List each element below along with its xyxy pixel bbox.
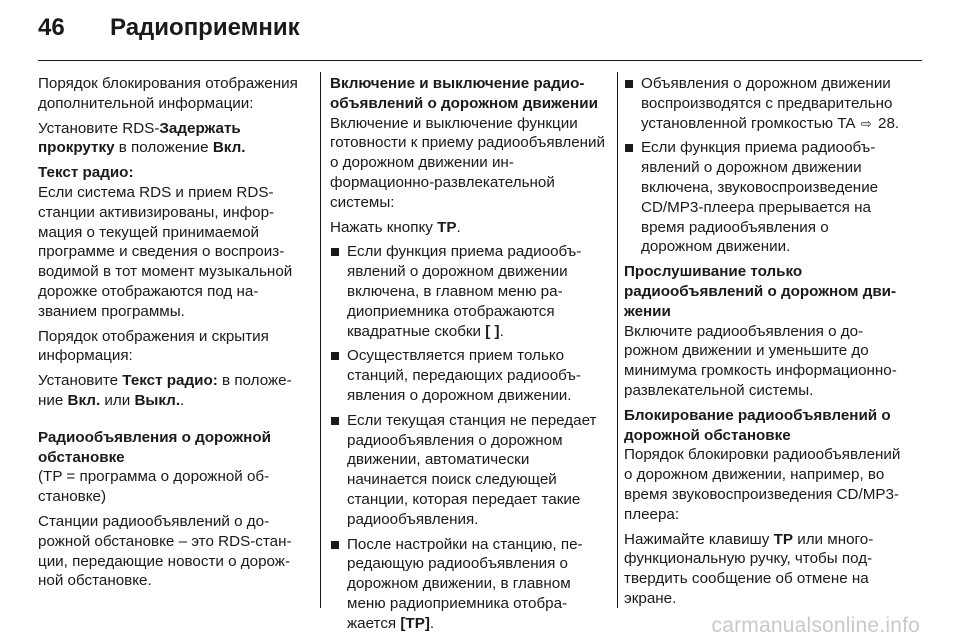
bullet-list bbox=[330, 242, 606, 633]
paragraph: (TP = программа о дорожной обстановке) bbox=[38, 468, 270, 506]
paragraph: Порядок блокирования отображения дополнительной информации: bbox=[38, 75, 298, 112]
header-rule bbox=[38, 60, 922, 61]
list-item: Если функция приема радиообъявлений о дорожном движении включена, в главном меню радиоприемника отображаются квадратные скобки [ ]. bbox=[330, 242, 606, 341]
paragraph: Если система RDS и прием RDS-станции активизированы, информация о текущей принимаемой программе и сведения о воспроизводимой в тот момент музыкальной дорожке отображаются под названием программы. bbox=[38, 183, 293, 320]
bullet-icon bbox=[625, 80, 633, 88]
list-item: Объявления о дорожном движении воспроизводятся с предварительно установленной громкостью TA ⇨ 28. bbox=[624, 74, 904, 133]
section-heading: Радиообъявления о дорожной обстановке bbox=[38, 428, 271, 466]
bullet-list bbox=[624, 74, 904, 257]
list-item: Осуществляется прием только станций, передающих радиообъявления о дорожном движении. bbox=[330, 346, 606, 405]
paragraph: Нажимайте клавишу TP или многофункциональную ручку, чтобы подтвердить сообщение об отмене на экране. bbox=[624, 530, 874, 607]
bullet-icon bbox=[331, 417, 339, 425]
page-header bbox=[38, 14, 300, 50]
paragraph: Станции радиообъявлений о дорожной обстановке – это RDS-станции, передающие новости о дорожной обстановке. bbox=[38, 512, 292, 590]
paragraph: Установите RDS-Задержать прокрутку в положение Вкл. bbox=[38, 119, 246, 157]
section-heading: Включение и выключение радиообъявлений о дорожном движении bbox=[330, 75, 598, 112]
bullet-icon bbox=[331, 352, 339, 360]
section-heading: Блокирование радиообъявлений о дорожной обстановке bbox=[624, 406, 891, 444]
column-3 bbox=[624, 74, 904, 614]
bullet-icon bbox=[625, 144, 633, 152]
bullet-icon bbox=[331, 541, 339, 549]
page-reference-arrow-icon[interactable]: ⇨ bbox=[860, 115, 872, 131]
bullet-icon bbox=[331, 248, 339, 256]
page-number: 46 bbox=[38, 14, 65, 41]
section-heading: Текст радио: bbox=[38, 164, 134, 182]
paragraph: Нажать кнопку TP. bbox=[330, 218, 461, 236]
column-divider-2 bbox=[617, 72, 618, 608]
paragraph: Порядок блокировки радиообъявлений о дорожном движении, например, во время звуковоспроизведения CD/MP3-плеера: bbox=[624, 446, 901, 523]
list-item: Если функция приема радиообъявлений о дорожном движении включена, звуковоспроизведение CD/MP3-плеера прерывается на время радиообъявления о дорожном движении. bbox=[624, 138, 904, 257]
page-title: Радиоприемник bbox=[110, 14, 300, 41]
column-divider-1 bbox=[320, 72, 321, 608]
list-item: Если текущая станция не передает радиообъявления о дорожном движении, автоматически начинается поиск следующей станции, которая передает такие радиообъявления. bbox=[330, 411, 606, 530]
paragraph: Включение и выключение функции готовности к приему радиообъявлений о дорожном движении информационно-развлекательной системы: bbox=[330, 114, 606, 211]
paragraph: Порядок отображения и скрытия информация: bbox=[38, 327, 269, 365]
paragraph: Включите радиообъявления о дорожном движении и уменьшите до минимума громкость информационно-развлекательной системы. bbox=[624, 322, 897, 399]
list-item: После настройки на станцию, передающую радиообъявления о дорожном движении, в главном меню радиоприемника отображается [TP]. bbox=[330, 535, 606, 634]
section-heading: Прослушивание только радиообъявлений о дорожном движении bbox=[624, 263, 897, 320]
watermark: carmanualsonline.info bbox=[711, 614, 920, 637]
column-2 bbox=[330, 74, 606, 639]
column-1 bbox=[38, 74, 310, 596]
paragraph: Установите Текст радио: в положение Вкл. или Выкл.. bbox=[38, 372, 292, 409]
